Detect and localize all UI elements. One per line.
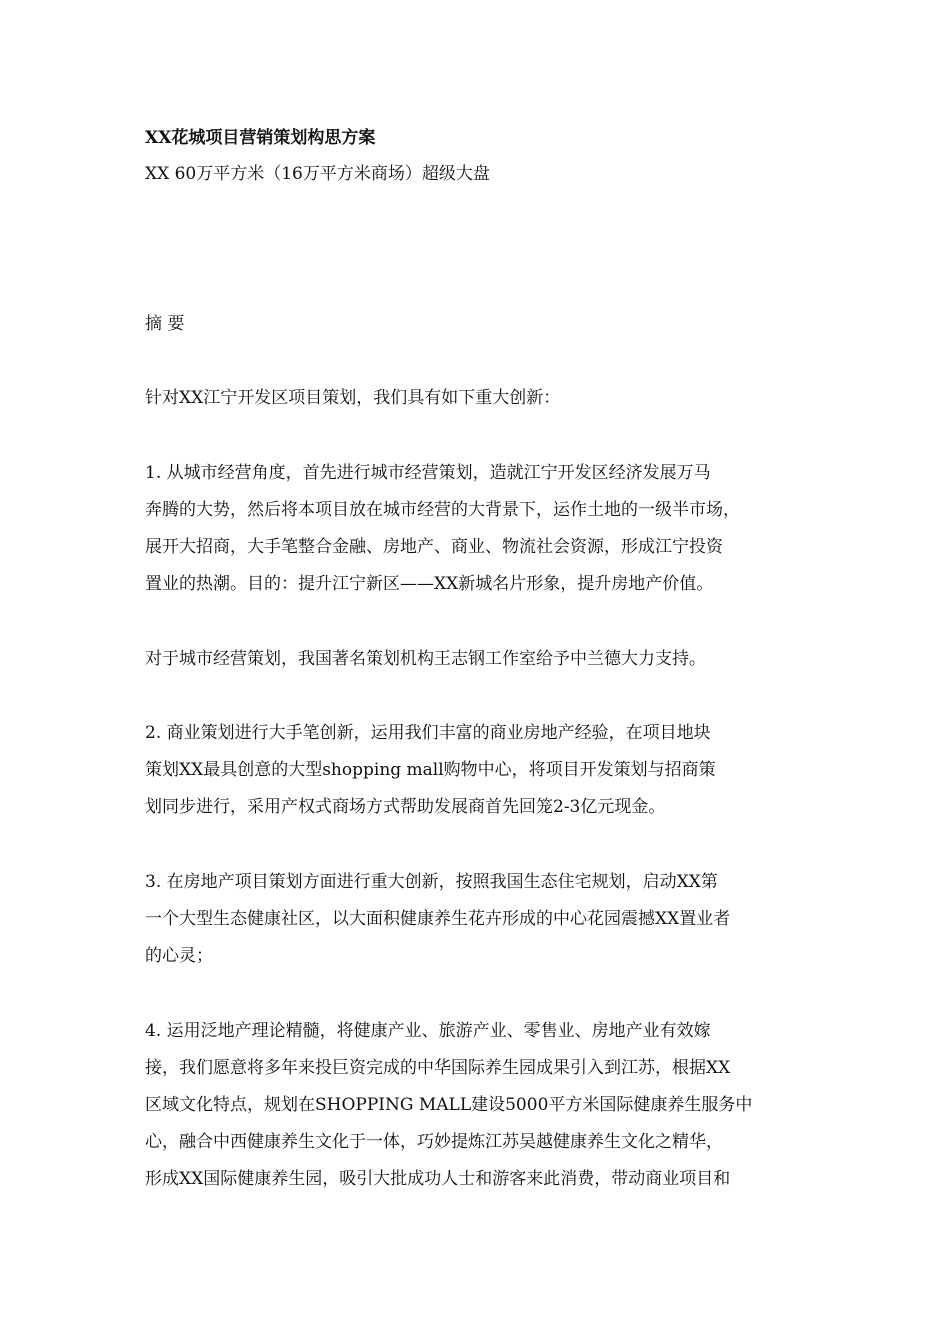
paragraph-line: 置业的热潮。目的：提升江宁新区——XX新城名片形象，提升房地产价值。 — [145, 574, 714, 594]
support-paragraph — [145, 641, 817, 678]
paragraph-item-2 — [145, 715, 817, 826]
paragraph-line: 奔腾的大势，然后将本项目放在城市经营的大背景下，运作土地的一级半市场， — [145, 500, 740, 520]
paragraph-line: 3. 在房地产项目策划方面进行重大创新，按照我国生态住宅规划，启动XX第 — [145, 872, 718, 892]
paragraph-item-3 — [145, 864, 817, 975]
paragraph-item-1 — [145, 455, 817, 603]
paragraph-line: 心，融合中西健康养生文化于一体，巧妙提炼江苏吴越健康养生文化之精华， — [145, 1132, 723, 1152]
paragraph-line: 区域文化特点，规划在SHOPPING MALL建设5000平方米国际健康养生服务中 — [145, 1095, 753, 1115]
paragraph-line: 接，我们愿意将多年来投巨资完成的中华国际养生园成果引入到江苏，根据XX — [145, 1058, 731, 1078]
paragraph-line: 1. 从城市经营角度，首先进行城市经营策划，造就江宁开发区经济发展万马 — [145, 463, 711, 483]
paragraph-line: 策划XX最具创意的大型shopping mall购物中心，将项目开发策划与招商策 — [145, 760, 716, 780]
paragraph-line: 展开大招商，大手笔整合金融、房地产、商业、物流社会资源，形成江宁投资 — [145, 537, 723, 557]
paragraph-line: 形成XX国际健康养生园，吸引大批成功人士和游客来此消费，带动商业项目和 — [145, 1169, 731, 1189]
document-subtitle: XX 60万平方米（16万平方米商场）超级大盘 — [145, 164, 490, 184]
paragraph-item-4 — [145, 1013, 817, 1198]
paragraph-line: 2. 商业策划进行大手笔创新，运用我们丰富的商业房地产经验，在项目地块 — [145, 723, 711, 743]
paragraph-line: 4. 运用泛地产理论精髓，将健康产业、旅游产业、零售业、房地产业有效嫁 — [145, 1021, 711, 1041]
paragraph-line: 划同步进行，采用产权式商场方式帮助发展商首先回笼2-3亿元现金。 — [145, 797, 666, 817]
document-title: XX花城项目营销策划构思方案 — [145, 128, 376, 148]
intro-paragraph: 针对XX江宁开发区项目策划，我们具有如下重大创新： — [145, 388, 561, 408]
abstract-heading: 摘 要 — [145, 314, 185, 334]
paragraph-line: 对于城市经营策划，我国著名策划机构王志钢工作室给予中兰德大力支持。 — [145, 649, 706, 669]
paragraph-line: 一个大型生态健康社区，以大面积健康养生花卉形成的中心花园震撼XX置业者 — [145, 909, 731, 929]
paragraph-line: 的心灵； — [145, 946, 213, 966]
